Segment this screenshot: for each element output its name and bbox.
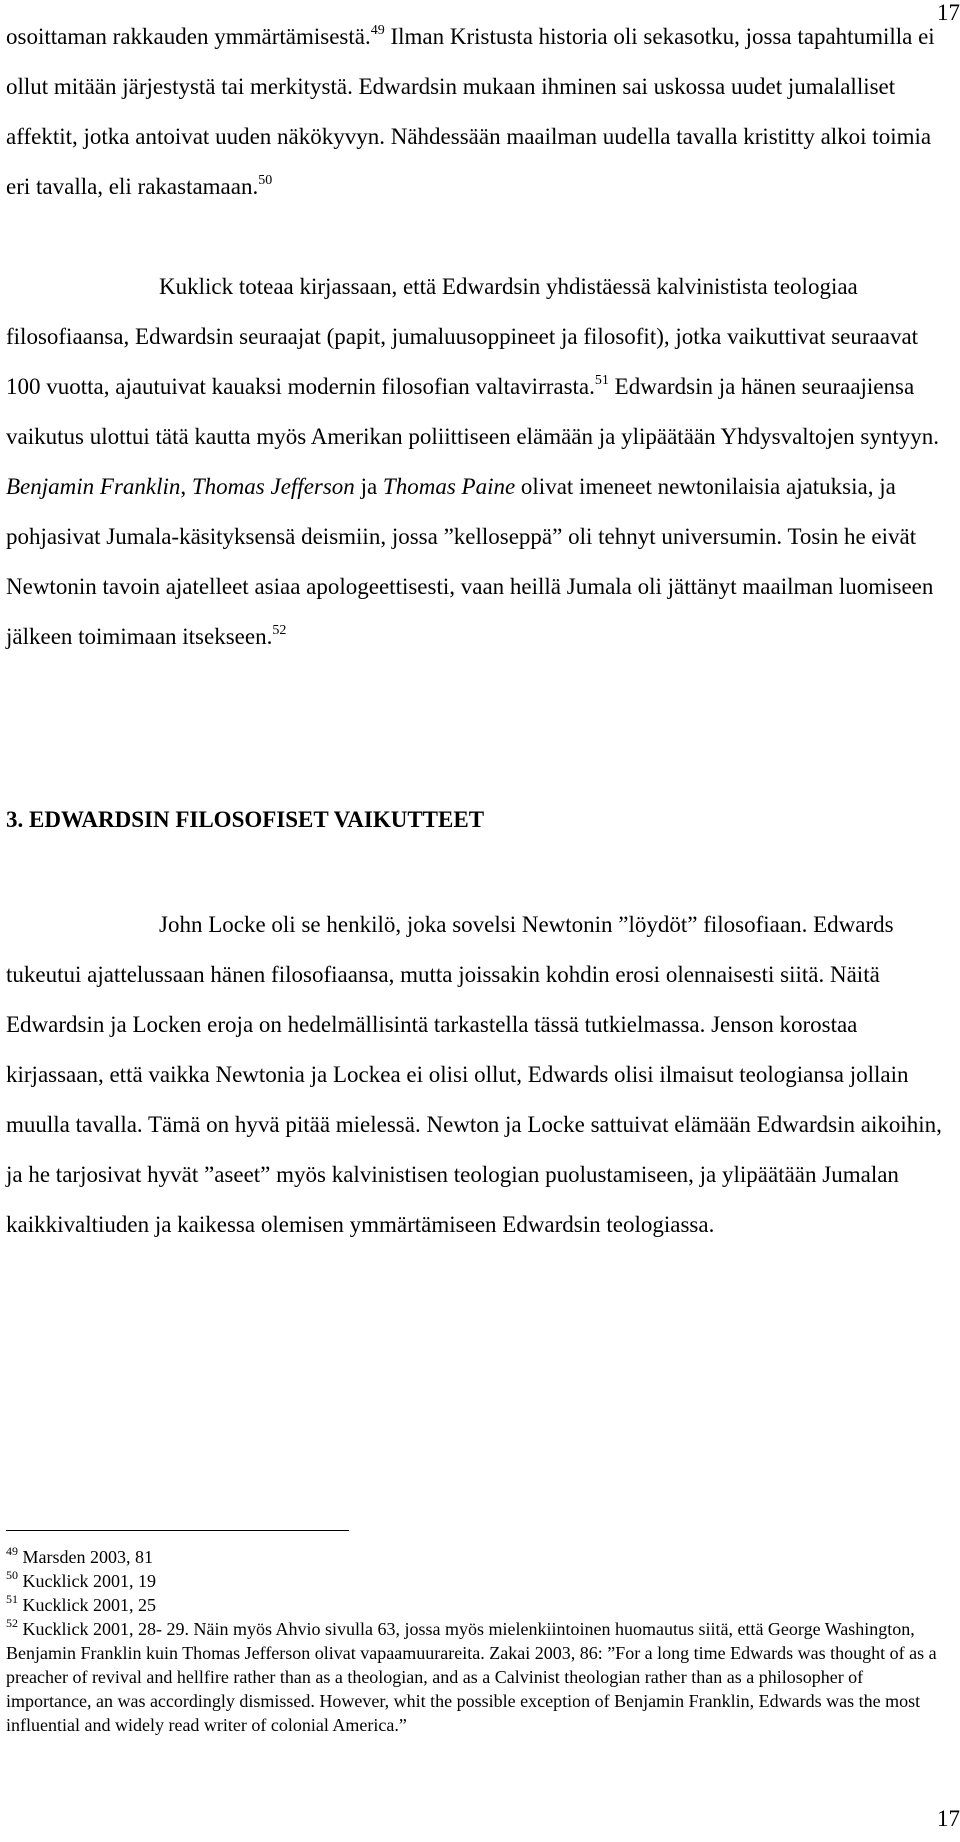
footnote-text: Kucklick 2001, 25 [18, 1595, 156, 1615]
person-name: Benjamin Franklin [6, 474, 181, 499]
page-number-top: 17 [937, 0, 960, 25]
footnote-ref[interactable]: 52 [272, 623, 287, 638]
footnote-text: Marsden 2003, 81 [18, 1547, 153, 1567]
paragraph-text: olivat imeneet newtonilaisia ajatuksia, ja pohjasivat Jumala-käsityksensä deismiin, jossa ”kelloseppä” oli tehnyt universumin. Tosin he eivät Newtonin tavoin ajatelleet asiaa apologeettisesti, vaan heillä Jumala oli jättänyt maailman luomiseen jälkeen toimimaan itsekseen. [6, 474, 934, 649]
separator-text: , [180, 474, 192, 499]
paragraph-text: osoittaman rakkauden ymmärtämisestä. [6, 24, 371, 49]
footnote-text: Kucklick 2001, 19 [18, 1571, 156, 1591]
footnote-ref[interactable]: 51 [594, 373, 609, 388]
separator-text: ja [354, 474, 383, 499]
section-heading: 3. EDWARDSIN FILOSOFISET VAIKUTTEET [6, 807, 485, 832]
footnote-text: Kucklick 2001, 28- 29. Näin myös Ahvio sivulla 63, jossa myös mielenkiintoinen huomautus siitä, että George Washington, Benjamin Franklin kuin Thomas Jefferson olivat vapaamuurareita. Zakai 2003, 86: ”For a long time Edwards was thought of as a preacher of revival and hellfire rather than as a theologian, and as a Calvinist theologian rather than as a philosopher of importance, an was accordingly dismissed. However, whit the possible exception of Benjamin Franklin, Edwards was the most influential and widely read writer of colonial America.” [6, 1619, 937, 1735]
footnote-number: 52 [6, 1616, 18, 1630]
paragraph-2 [6, 262, 956, 662]
paragraph-text: Ilman Kristusta historia oli sekasotku, jossa tapahtumilla ei ollut mitään järjestystä tai merkitystä. Edwardsin mukaan ihminen sai uskossa uudet jumalalliset affektit, jotka antoivat uuden näkökyvyn. Nähdessään maailman uudella tavalla kristitty alkoi toimia eri tavalla, eli rakastamaan. [6, 24, 935, 199]
footnote-item [6, 1593, 951, 1617]
footnote-number: 51 [6, 1592, 18, 1606]
paragraph-text: Edwardsin ja hänen seuraajiensa vaikutus ulottui tätä kautta myös Amerikan poliittiseen elämään ja ylipäätään Yhdysvaltojen syntyyn. [6, 374, 939, 449]
footnote-divider [6, 1530, 349, 1531]
person-name: Thomas Jefferson [191, 474, 355, 499]
paragraph-3: John Locke oli se henkilö, joka sovelsi Newtonin ”löydöt” filosofiaan. Edwards tukeutui ajattelussaan hänen filosofiaansa, mutta joissakin kohdin erosi olennaisesti siitä. Näitä Edwardsin ja Locken eroja on hedelmällisintä tarkastella tässä tutkielmassa. Jenson korostaa kirjassaan, että vaikka Newtonia ja Lockea ei olisi ollut, Edwards olisi ilmaisut teologiansa jollain muulla tavalla. Tämä on hyvä pitää mielessä. Newton ja Locke sattuivat elämään Edwardsin aikoihin, ja he tarjosivat hyvät ”aseet” myös kalvinistisen teologian puolustamiseen, ja ylipäätään Jumalan kaikkivaltiuden ja kaikessa olemisen ymmärtämiseen Edwardsin teologiassa. [6, 912, 942, 1237]
page-number-bottom: 17 [937, 1806, 960, 1831]
footnote-ref[interactable]: 50 [258, 173, 273, 188]
footnote-ref[interactable]: 49 [370, 23, 385, 38]
footnote-number: 49 [6, 1544, 18, 1558]
paragraph-text: Kuklick toteaa kirjassaan, että Edwardsin yhdistäessä kalvinistista teologiaa filosofiaansa, Edwardsin seuraajat (papit, jumaluusoppineet ja filosofit), jotka vaikuttivat seuraavat 100 vuotta, ajautuivat kauaksi modernin filosofian valtavirrasta. [6, 274, 919, 399]
footnote-number: 50 [6, 1568, 18, 1582]
footnote-item [6, 1545, 951, 1569]
paragraph-1 [6, 12, 956, 212]
person-name: Thomas Paine [382, 474, 516, 499]
footnotes [6, 1545, 951, 1737]
footnote-item [6, 1617, 951, 1737]
footnote-item [6, 1569, 951, 1593]
